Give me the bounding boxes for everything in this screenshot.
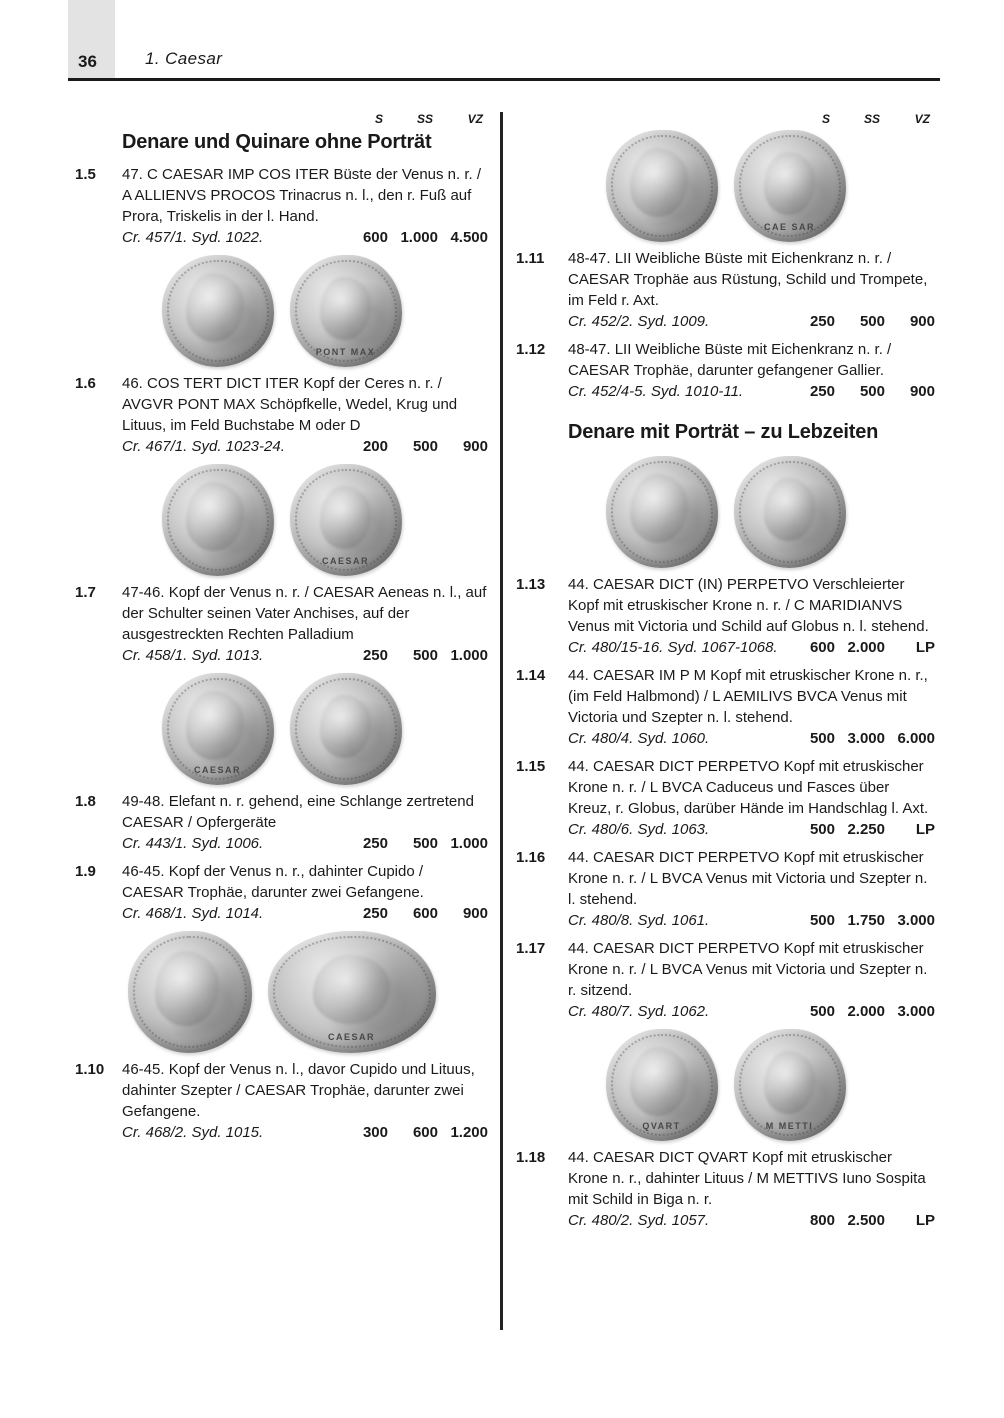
price-value: 600 — [809, 639, 835, 656]
entry-number: 1.14 — [516, 667, 546, 684]
price-value: 6.000 — [897, 730, 935, 747]
price-value: 900 — [909, 383, 935, 400]
price-value: 2.500 — [847, 1212, 885, 1229]
coin-photo-pair — [516, 456, 935, 568]
entry-number: 1.12 — [516, 341, 546, 358]
price-value: 500 — [809, 730, 835, 747]
entry-number: 1.11 — [516, 250, 545, 267]
section-heading: Denare mit Porträt – zu Lebzeiten — [568, 421, 879, 443]
entry-reference: Cr. 468/2. Syd. 1015. — [122, 1124, 264, 1141]
price-value: 2.000 — [847, 1003, 885, 1020]
entry-body — [568, 339, 935, 402]
page-number: 36 — [78, 52, 97, 71]
price-value: 250 — [809, 383, 835, 400]
entry-reference: Cr. 458/1. Syd. 1013. — [122, 647, 264, 664]
coin-photo-obverse — [606, 1029, 718, 1141]
price-value: 250 — [362, 647, 388, 664]
coin-legend: M METTI — [765, 1120, 814, 1131]
reference-price-row — [122, 1122, 488, 1143]
price-value: 3.000 — [897, 912, 935, 929]
entry-description: 48-47. LII Weibliche Büste mit Eichenkranz n. r. / CAESAR Trophäe, darunter gefangener Gallier. — [568, 341, 892, 379]
entry-description: 46. COS TERT DICT ITER Kopf der Ceres n. r. / AVGVR PONT MAX Schöpfkelle, Wedel, Krug und Lituus, im Feld Buchstabe M oder D — [122, 375, 458, 434]
entry-description: 44. CAESAR IM P M Kopf mit etruskischer Krone n. r., (im Feld Halbmond) / L AEMILIVS BVCA Venus mit Victoria und Szepter n. l. stehend. — [568, 667, 928, 726]
left-column — [75, 112, 488, 1150]
price-value: 1.000 — [450, 835, 488, 852]
catalog-entry — [516, 1147, 935, 1231]
price-value: 900 — [909, 313, 935, 330]
price-value: LP — [915, 1212, 935, 1229]
coin-photo-obverse — [162, 673, 274, 785]
entry-body — [568, 847, 935, 931]
reference-price-row — [122, 645, 488, 666]
entry-reference: Cr. 480/2. Syd. 1057. — [568, 1212, 710, 1229]
reference-price-row — [568, 1001, 935, 1022]
coin-legend: CAESAR — [321, 555, 369, 566]
coin-photo-pair — [75, 673, 488, 785]
price-value: 500 — [809, 912, 835, 929]
entry-number: 1.7 — [75, 584, 96, 601]
header-rule — [68, 78, 940, 81]
entry-number: 1.5 — [75, 166, 96, 183]
catalog-entry — [75, 373, 488, 457]
coin-photo-reverse — [734, 130, 846, 242]
price-value: 2.000 — [847, 639, 885, 656]
entry-reference: Cr. 480/8. Syd. 1061. — [568, 912, 710, 929]
price-value: 1.000 — [450, 647, 488, 664]
entry-number: 1.8 — [75, 793, 96, 810]
price-value: 1.750 — [847, 912, 885, 929]
reference-price-row — [568, 637, 935, 658]
price-value: 1.200 — [450, 1124, 488, 1141]
entry-reference: Cr. 480/7. Syd. 1062. — [568, 1003, 710, 1020]
catalog-entry — [516, 665, 935, 749]
coin-legend: PONT MAX — [315, 346, 376, 357]
coin-legend: CAESAR — [193, 764, 241, 775]
price-value: 4.500 — [450, 229, 488, 246]
entry-description: 44. CAESAR DICT PERPETVO Kopf mit etruskischer Krone n. r. / L BVCA Caduceus und Fasces über Kreuz, r. Globus, darüber Hände im Handschlag l. Axt. — [568, 758, 929, 817]
entry-number: 1.17 — [516, 940, 546, 957]
price-value: 600 — [412, 1124, 438, 1141]
coin-photo-obverse — [128, 931, 252, 1053]
right-column — [516, 112, 935, 1238]
coin-legend: CAE SAR — [763, 221, 815, 232]
coin-photo-pair — [75, 255, 488, 367]
price-value: LP — [915, 639, 935, 656]
entry-reference: Cr. 467/1. Syd. 1023-24. — [122, 438, 285, 455]
price-value: 600 — [362, 229, 388, 246]
entry-number: 1.9 — [75, 863, 96, 880]
grade-label-ss: SS — [863, 112, 880, 126]
entry-description: 46-45. Kopf der Venus n. r., dahinter Cupido / CAESAR Trophäe, darunter zwei Gefangene. — [122, 863, 424, 901]
entry-description: 44. CAESAR DICT (IN) PERPETVO Verschleierter Kopf mit etruskischer Krone n. r. / C MARIDIANVS Venus mit Victoria und Schild auf Globus n. l. stehend. — [568, 576, 929, 635]
price-value: 200 — [362, 438, 388, 455]
reference-price-row — [568, 910, 935, 931]
price-value: 500 — [809, 821, 835, 838]
catalog-entry — [516, 248, 935, 332]
grade-label-ss: SS — [416, 112, 433, 126]
entry-description: 47-46. Kopf der Venus n. r. / CAESAR Aeneas n. l., auf der Schulter seinen Vater Anchises, auf der ausgestreckten Rechten Palladium — [122, 584, 487, 643]
coin-photo-obverse — [162, 255, 274, 367]
catalog-entry — [516, 847, 935, 931]
entry-body — [568, 665, 935, 749]
catalog-entry — [75, 582, 488, 666]
price-value: 900 — [462, 905, 488, 922]
price-value: 2.250 — [847, 821, 885, 838]
catalog-entry — [75, 164, 488, 248]
entry-description: 46-45. Kopf der Venus n. l., davor Cupido und Lituus, dahinter Szepter / CAESAR Trophäe, darunter zwei Gefangene. — [122, 1061, 475, 1120]
grade-header — [75, 112, 488, 126]
catalog-entry — [75, 861, 488, 924]
coin-photo-reverse — [290, 673, 402, 785]
grade-label-vz: VZ — [467, 112, 483, 126]
entry-body — [568, 1147, 935, 1231]
entry-description: 44. CAESAR DICT PERPETVO Kopf mit etruskischer Krone n. r. / L BVCA Venus mit Victoria und Szepter n. l. stehend. — [568, 849, 928, 908]
reference-price-row — [568, 1210, 935, 1231]
entry-reference: Cr. 480/4. Syd. 1060. — [568, 730, 710, 747]
grade-header — [516, 112, 935, 126]
coin-photo-obverse — [606, 456, 718, 568]
reference-price-row — [122, 436, 488, 457]
coin-photo-reverse — [734, 1029, 846, 1141]
column-divider — [500, 112, 503, 1330]
coin-photo-obverse — [606, 130, 718, 242]
price-value: 500 — [809, 1003, 835, 1020]
reference-price-row — [568, 381, 935, 402]
entry-description: 44. CAESAR DICT PERPETVO Kopf mit etruskischer Krone n. r. / L BVCA Venus mit Victoria und Szepter n. r. sitzend. — [568, 940, 928, 999]
entry-reference: Cr. 457/1. Syd. 1022. — [122, 229, 264, 246]
reference-price-row — [122, 227, 488, 248]
catalog-entry — [75, 1059, 488, 1143]
entry-body — [568, 756, 935, 840]
price-value: 250 — [362, 905, 388, 922]
entry-body — [568, 574, 935, 658]
price-value: 300 — [362, 1124, 388, 1141]
price-value: 500 — [859, 383, 885, 400]
entry-reference: Cr. 480/6. Syd. 1063. — [568, 821, 710, 838]
coin-photo-pair — [516, 1029, 935, 1141]
reference-price-row — [568, 728, 935, 749]
reference-price-row — [122, 903, 488, 924]
entry-body — [122, 582, 488, 666]
coin-legend: QVART — [642, 1120, 681, 1131]
reference-price-row — [568, 311, 935, 332]
entry-body — [122, 164, 488, 248]
price-value: 600 — [412, 905, 438, 922]
catalog-entry — [516, 938, 935, 1022]
entry-body — [122, 861, 488, 924]
entry-body — [568, 938, 935, 1022]
price-value: 250 — [809, 313, 835, 330]
entry-number: 1.15 — [516, 758, 546, 775]
grade-label-s: S — [821, 112, 830, 126]
entry-description: 49-48. Elefant n. r. gehend, eine Schlange zertretend CAESAR / Opfergeräte — [122, 793, 474, 831]
price-value: 800 — [809, 1212, 835, 1229]
price-value: LP — [915, 821, 935, 838]
entry-description: 47. C CAESAR IMP COS ITER Büste der Venus n. r. / A ALLIENVS PROCOS Trinacrus n. l., den r. Fuß auf Prora, Triskelis in der l. Hand. — [122, 166, 482, 225]
coin-photo-obverse — [162, 464, 274, 576]
entry-body — [122, 791, 488, 854]
price-value: 900 — [462, 438, 488, 455]
entry-description: 48-47. LII Weibliche Büste mit Eichenkranz n. r. / CAESAR Trophäe aus Rüstung, Schild und Trompete, im Feld r. Axt. — [568, 250, 928, 309]
coin-photo-reverse — [290, 464, 402, 576]
entry-number: 1.10 — [75, 1061, 105, 1078]
coin-legend: CAESAR — [327, 1032, 375, 1043]
price-value: 3.000 — [897, 1003, 935, 1020]
coin-photo-pair — [516, 130, 935, 242]
coin-photo-reverse — [268, 931, 436, 1053]
entry-number: 1.16 — [516, 849, 546, 866]
coin-photo-pair — [75, 464, 488, 576]
grade-label-s: S — [374, 112, 383, 126]
entry-reference: Cr. 443/1. Syd. 1006. — [122, 835, 264, 852]
price-value: 500 — [412, 438, 438, 455]
price-value: 3.000 — [847, 730, 885, 747]
section-heading: Denare und Quinare ohne Porträt — [122, 131, 432, 153]
entry-body — [122, 1059, 488, 1143]
entry-reference: Cr. 452/2. Syd. 1009. — [568, 313, 710, 330]
reference-price-row — [568, 819, 935, 840]
entry-number: 1.13 — [516, 576, 546, 593]
grade-label-vz: VZ — [914, 112, 930, 126]
page-number-box — [68, 0, 115, 78]
price-value: 500 — [859, 313, 885, 330]
coin-photo-reverse — [734, 456, 846, 568]
price-value: 500 — [412, 647, 438, 664]
price-value: 1.000 — [400, 229, 438, 246]
price-value: 500 — [412, 835, 438, 852]
reference-price-row — [122, 833, 488, 854]
price-value: 250 — [362, 835, 388, 852]
entry-body — [122, 373, 488, 457]
entry-reference: Cr. 468/1. Syd. 1014. — [122, 905, 264, 922]
catalog-entry — [516, 574, 935, 658]
entry-number: 1.6 — [75, 375, 96, 392]
entry-reference: Cr. 452/4-5. Syd. 1010-11. — [568, 383, 744, 400]
coin-photo-pair — [75, 931, 488, 1053]
chapter-title: 1. Caesar — [145, 49, 223, 68]
catalog-entry — [516, 339, 935, 402]
entry-description: 44. CAESAR DICT QVART Kopf mit etruskischer Krone n. r., dahinter Lituus / M METTIVS Iuno Sospita mit Schild in Biga n. r. — [568, 1149, 926, 1208]
coin-photo-reverse — [290, 255, 402, 367]
entry-body — [568, 248, 935, 332]
catalog-entry — [75, 791, 488, 854]
catalog-entry — [516, 756, 935, 840]
entry-reference: Cr. 480/15-16. Syd. 1067-1068. — [568, 639, 778, 656]
entry-number: 1.18 — [516, 1149, 546, 1166]
